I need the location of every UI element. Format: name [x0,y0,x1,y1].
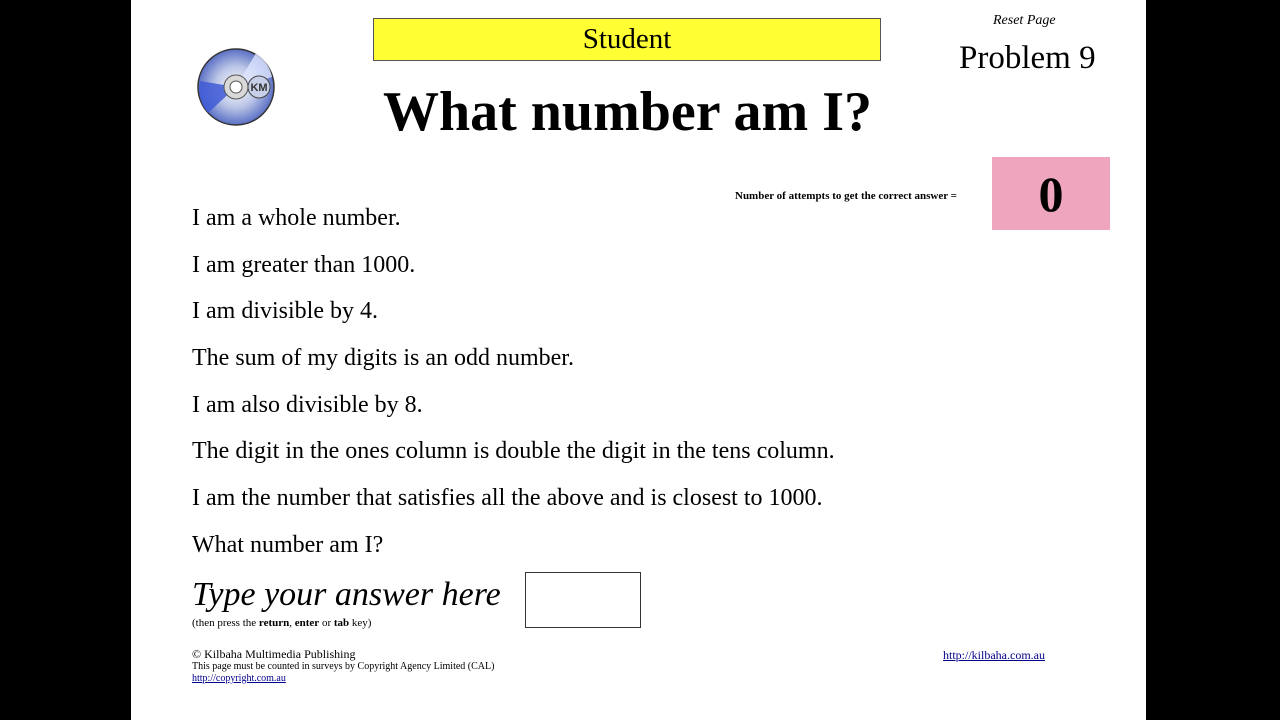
page-title: What number am I? [382,81,872,143]
clue-5: I am also divisible by 8. [192,392,423,418]
clue-6: The digit in the ones column is double the digit in the tens column. [192,438,835,464]
student-role-label: Student [582,23,672,55]
reset-page-button[interactable]: Reset Page [993,13,1056,28]
attempts-count: 0 [1038,165,1064,222]
hint-key-return: return [258,617,290,629]
hint-separator: , [289,617,295,629]
worksheet-page [131,0,1146,720]
footer-copyright: © Kilbaha Multimedia Publishing [192,647,356,661]
hint-suffix: key) [349,617,372,629]
attempts-label: Number of attempts to get the correct answer = [735,190,957,202]
hint-key-enter: enter [294,617,320,629]
clue-4: The sum of my digits is an odd number. [192,345,574,371]
logo-text: KM [250,82,268,94]
answer-prompt: Type your answer here [192,576,501,613]
attempts-counter [992,157,1110,230]
hint-prefix: (then press the [192,617,259,629]
copyright-link[interactable]: http://copyright.com.au [192,673,286,684]
student-role-banner [373,18,881,61]
hint-separator: or [319,617,334,629]
hint-key-tab: tab [333,617,350,629]
question-text: What number am I? [192,532,384,558]
clue-2: I am greater than 1000. [192,252,416,278]
clue-7: I am the number that satisfies all the above and is closest to 1000. [192,485,823,511]
footer-cal-notice: This page must be counted in surveys by Copyright Agency Limited (CAL) [192,661,495,672]
problem-number: Problem 9 [959,40,1096,76]
answer-input[interactable] [525,572,641,628]
answer-hint [192,617,371,629]
clue-3: I am divisible by 4. [192,298,378,324]
clue-1: I am a whole number. [192,205,401,231]
kilbaha-site-link[interactable]: http://kilbaha.com.au [943,648,1045,662]
